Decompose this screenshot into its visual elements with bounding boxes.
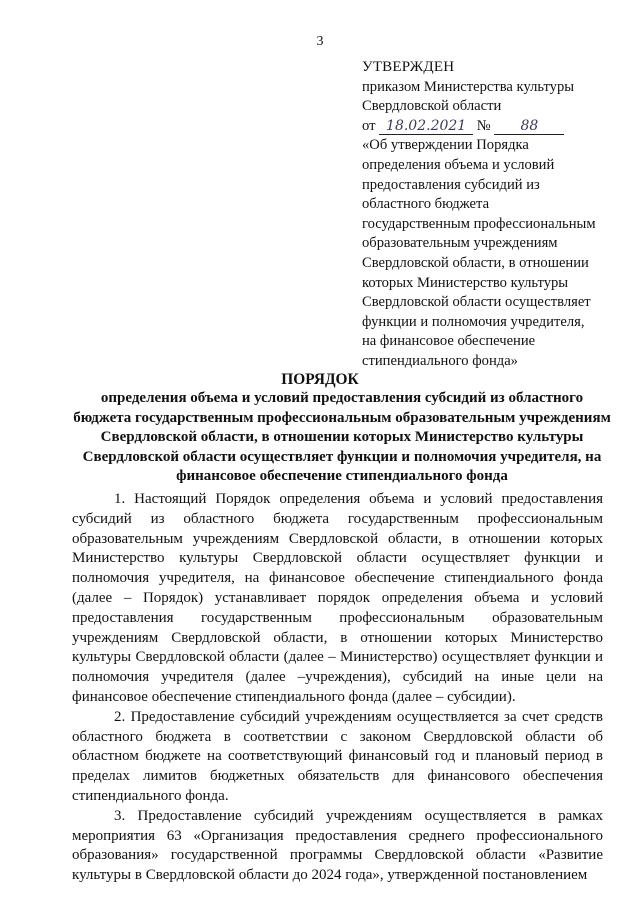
page-number: 3: [316, 34, 324, 49]
approval-subject-line: стипендиального фонда»: [362, 352, 518, 369]
approval-subject-line: функции и полномочия учредителя,: [362, 313, 585, 330]
number-prefix: №: [476, 117, 491, 134]
approval-subject-line: на финансовое обеспечение: [362, 333, 536, 350]
approval-subject-line: образовательным учреждениям: [362, 235, 558, 252]
handwritten-number: 88: [494, 119, 564, 135]
approval-block: [362, 58, 612, 372]
paragraph-2: 2. Предоставление субсидий учреждениям осуществляется за счет средств областного бюджета в соответствии с законом Свердловской области об областном бюджете на соответствующий финансовый год и плановый период в пределах лимитов бюджетных обязательств для финансового обеспечения стипендиального фонда.: [72, 708, 603, 804]
approval-order-line: приказом Министерства культуры: [362, 78, 575, 95]
approval-title: УТВЕРЖДЕН: [362, 59, 455, 75]
paragraph-1: 1. Настоящий Порядок определения объема и условий предоставления субсидий из областного бюджета государственным профессиональным образовательным учреждениям Свердловской области, в отношении которых Министерство культуры Свердловской области осуществляет функции и полномочия учредителя, на финансовое обеспечение стипендиального фонда (далее – Порядок) устанавливает порядок определения объема и условий предоставления государственным профессиональным образовательным учреждениям Свердловской области, в отношении которых Министерство культуры Свердловской области (далее – Министерство) осуществляет функции и полномочия учредителя (далее –учреждения), субсидий на иные цели на финансовое обеспечение стипендиального фонда (далее – субсидии).: [72, 491, 603, 705]
approval-subject-line: областного бюджета: [362, 196, 490, 213]
approval-subject-line: Свердловской области осуществляет: [362, 294, 591, 311]
document-subtitle: определения объема и условий предоставления субсидий из областного бюджета государственным профессиональным образовательным учреждениям Свердловской области, в отношении которых Министерство культуры Свердловской области осуществляет функции и полномочия учредителя, на финансовое обеспечение стипендиального фонда: [73, 390, 611, 484]
approval-subject-line: предоставления субсидий из: [362, 176, 540, 193]
date-prefix: от: [362, 117, 376, 134]
approval-region-line: Свердловской области: [362, 98, 502, 115]
approval-date-number-line: [362, 117, 612, 137]
document-title: ПОРЯДОК: [281, 371, 359, 388]
approval-subject: [362, 136, 612, 371]
handwritten-date: 18.02.2021: [379, 119, 473, 135]
approval-subject-line: определения объема и условий: [362, 156, 555, 173]
approval-subject-line: которых Министерство культуры: [362, 274, 569, 291]
approval-subject-line: государственным профессиональным: [362, 215, 596, 232]
approval-subject-line: «Об утверждении Порядка: [362, 137, 529, 154]
approval-subject-line: Свердловской области, в отношении: [362, 254, 589, 271]
paragraph-3: 3. Предоставление субсидий учреждениям осуществляется в рамках мероприятия 63 «Организация предоставления среднего профессионального образования» государственной программы Свердловской области «Развитие культуры в Свердловской области до 2024 года», утвержденной постановлением: [72, 807, 603, 884]
document-body: [72, 490, 603, 886]
